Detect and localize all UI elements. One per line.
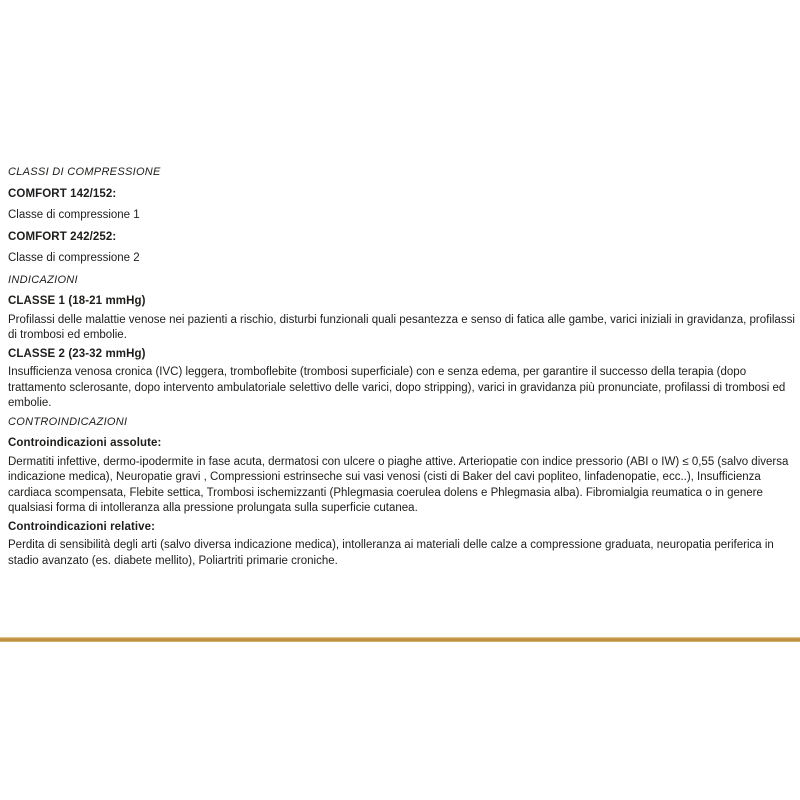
footer-accent-bar bbox=[0, 637, 800, 642]
heading-controindicazioni-relative: Controindicazioni relative: bbox=[8, 520, 156, 533]
document-content bbox=[8, 162, 796, 569]
paragraph-controindicazioni-relative: Perdita di sensibilità degli arti (salvo diversa indicazione medica), intolleranza ai materiali delle calze a compressione graduata, neuropatia periferica in stadio avanzato (es. diabete mellito), Poliartriti primarie croniche. bbox=[8, 539, 774, 567]
paragraph-controindicazioni-assolute: Dermatiti infettive, dermo-ipodermite in fase acuta, dermatosi con ulcere o piaghe attive. Arteriopatie con indice pressorio (ABI o IW) ≤ 0,55 (salvo diversa indicazione medica), Neuropatie gravi , Compressioni estrinseche sui vasi venosi (cisti di Baker del cavi popliteo, linfadenopatie, ecc..), Insufficienza cardiaca scompensata, Flebite settica, Trombosi ischemizzanti (Phlegmasia coerulea dolens e Phlegmasia alba). Fibromialgia reumatica o in genere qualsiasi forma di intolleranza alla pressione prolungata sulla superficie cutanea. bbox=[8, 455, 789, 514]
section-label-indicazioni: INDICAZIONI bbox=[8, 273, 78, 286]
heading-classe-2: CLASSE 2 (23-32 mmHg) bbox=[8, 347, 146, 360]
paragraph-classe-2: Insufficienza venosa cronica (IVC) leggera, tromboflebite (trombosi superficiale) con e senza edema, per garantire il successo della terapia (dopo trattamento sclerosante, dopo intervento ambulatoriale selettivo delle varici, dopo stripping), varici in gravidanza più pronunciate, profilassi di trombosi ed embolie. bbox=[8, 366, 786, 409]
text-classe-compressione-1: Classe di compressione 1 bbox=[8, 209, 140, 221]
section-label-controindicazioni: CONTROINDICAZIONI bbox=[8, 415, 128, 428]
text-classe-compressione-2: Classe di compressione 2 bbox=[8, 252, 140, 264]
heading-comfort-142-152: COMFORT 142/152: bbox=[8, 187, 117, 200]
heading-comfort-242-252: COMFORT 242/252: bbox=[8, 230, 117, 243]
heading-controindicazioni-assolute: Controindicazioni assolute: bbox=[8, 437, 162, 449]
heading-classe-1: CLASSE 1 (18-21 mmHg) bbox=[8, 295, 146, 307]
section-label-classi-di-compressione: CLASSI DI COMPRESSIONE bbox=[8, 166, 161, 178]
paragraph-classe-1: Profilassi delle malattie venose nei pazienti a rischio, disturbi funzionali quali pesantezza e senso di fatica alle gambe, varici iniziali in gravidanza, profilassi di trombosi ed embolie. bbox=[8, 313, 795, 341]
